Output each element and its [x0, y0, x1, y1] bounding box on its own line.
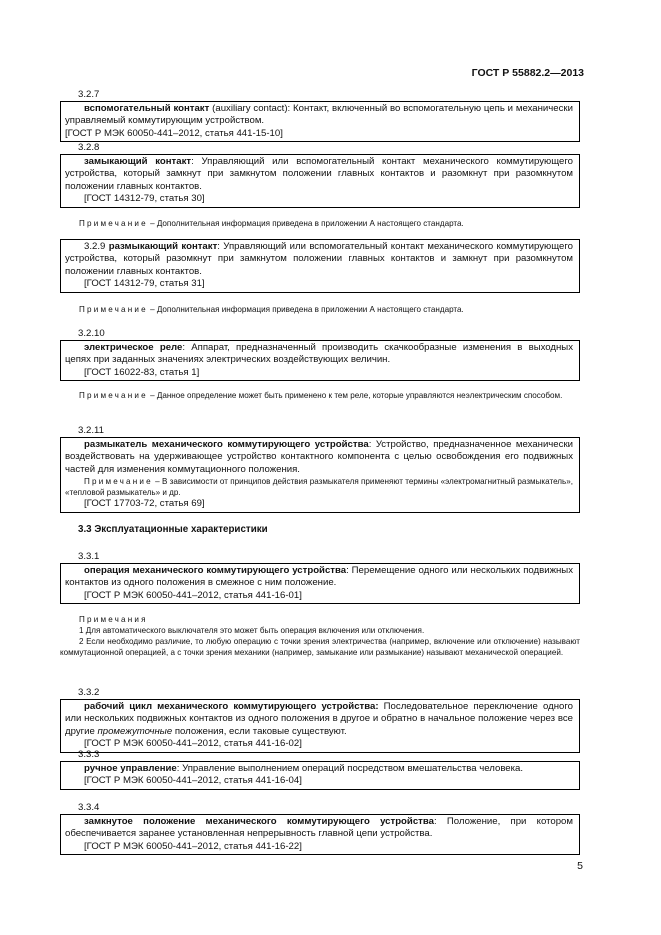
- term: замыкающий контакт: [84, 156, 192, 167]
- note-label: Примечание: [79, 219, 148, 228]
- definition: : Положение, при котором обеспечивается заранее установленная непрерывность главной цепи устройства.: [65, 816, 573, 840]
- entry-number: 3.3.4: [78, 802, 100, 813]
- note-label: Примечание: [79, 305, 148, 314]
- note-label: Примечание: [79, 391, 148, 400]
- definition: : Управление выполнением операций посредством вмешательства человека.: [176, 763, 524, 774]
- entry-number: 3.3.3: [78, 749, 100, 760]
- source-reference: [ГОСТ 16022-83, статья 1]: [84, 366, 200, 378]
- definition: Последовательное переключение одного или нескольких подвижных контактов из одного положения в другое и обратно в начальное положение через все другие: [65, 701, 573, 737]
- term: операция механического коммутирующего устройства: [84, 565, 347, 576]
- term-entry-box: [60, 814, 580, 855]
- term: рабочий цикл механического коммутирующего устройства:: [84, 701, 379, 712]
- note: [60, 218, 580, 229]
- note-label: Примечание: [84, 477, 153, 487]
- definition-emphasis: промежуточные: [97, 725, 173, 737]
- term-entry-box: [60, 563, 580, 604]
- term-entry-box: [60, 340, 580, 381]
- source-reference: [ГОСТ 17703-72, статья 69]: [84, 498, 205, 510]
- term: электрическое реле: [84, 342, 183, 353]
- definition: положения, если таковые существуют.: [172, 725, 347, 737]
- entry-number: 3.2.10: [78, 328, 105, 339]
- section-heading: 3.3 Эксплуатационные характеристики: [78, 524, 268, 535]
- note: [60, 304, 580, 315]
- term-entry-box: [60, 761, 580, 790]
- note: [60, 390, 580, 401]
- entry-number: 3.2.9: [84, 241, 106, 252]
- source-reference: [ГОСТ Р МЭК 60050-441–2012, статья 441-16-02]: [84, 738, 302, 750]
- term-entry-box: [60, 154, 580, 208]
- term-entry-box: [60, 699, 580, 753]
- term-entry-box: [60, 101, 580, 142]
- page-number: 5: [577, 860, 583, 872]
- document-header: ГОСТ Р 55882.2—2013: [471, 67, 584, 79]
- definition: : Управляющий или вспомогательный контакт механического коммутирующего устройства, который разомкнут при замкнутом положении главных контактов и замкнут при разомкнутом положении главных контактов.: [65, 241, 573, 277]
- term: ручное управление: [84, 763, 177, 774]
- note-item: 2 Если необходимо различие, то любую операцию с точки зрения электричества (например, включение или отключение) называют коммутационной операцией, а с точки зрения механики (например, замыкание или размыкание) называют механической операцией.: [60, 637, 580, 657]
- entry-number: 3.2.8: [78, 142, 100, 153]
- entry-number: 3.2.11: [78, 425, 104, 436]
- definition: : Управляющий или вспомогательный контакт механического коммутирующего устройства, который замкнут при замкнутом положении главных контактов и разомкнут при разомкнутом положении главных контактов.: [65, 156, 573, 192]
- definition: : Устройство, предназначенное механически воздействовать на удерживающее устройство контактного компонента с целью освобождения его подвижных частей для изменения коммутационного положения.: [65, 439, 573, 475]
- definition: : Аппарат, предназначенный производить скачкообразные изменения в выходных цепях при заданных значениях электрических воздействующих величин.: [65, 342, 573, 366]
- source-reference: [ГОСТ Р МЭК 60050-441–2012, статья 441-16-01]: [84, 589, 302, 601]
- term: размыкающий контакт: [108, 241, 218, 252]
- term: вспомогательный контакт: [84, 103, 210, 114]
- source-reference: [ГОСТ Р МЭК 60050-441–2012, статья 441-16-22]: [84, 840, 302, 852]
- definition: (auxiliary contact): Контакт, включенный во вспомогательную цепь и механически управляемый коммутирующим устройством.: [65, 103, 573, 127]
- definition: : Перемещение одного или нескольких подвижных контактов из одного положения в смежное с ним положение.: [65, 565, 574, 589]
- entry-number: 3.3.2: [78, 687, 100, 698]
- notes-block: [60, 614, 580, 658]
- entry-number: 3.2.7: [78, 89, 100, 100]
- term: размыкатель механического коммутирующего устройства: [84, 439, 369, 450]
- source-reference: [ГОСТ 14312-79, статья 31]: [84, 278, 205, 290]
- term-entry-box: [60, 239, 580, 293]
- note-text: – Дополнительная информация приведена в приложении А настоящего стандарта.: [147, 305, 464, 314]
- note-text: – В зависимости от принципов действия размыкателя применяют термины «электромагнитный размыкатель», «тепловой размыкатель» и др.: [65, 477, 573, 498]
- source-reference: [ГОСТ Р МЭК 60050-441–2012, статья 441-15-10]: [65, 127, 283, 139]
- term: замкнутое положение механического коммутирующего устройства: [84, 816, 434, 827]
- notes-title: Примечания: [79, 615, 148, 624]
- note-text: – Данное определение может быть применено к тем реле, которые управляются неэлектрическим способом.: [147, 391, 563, 400]
- source-reference: [ГОСТ Р МЭК 60050-441–2012, статья 441-16-04]: [84, 775, 302, 787]
- note-text: – Дополнительная информация приведена в приложении А настоящего стандарта.: [147, 219, 464, 228]
- source-reference: [ГОСТ 14312-79, статья 30]: [84, 193, 205, 205]
- entry-number: 3.3.1: [78, 551, 100, 562]
- term-entry-box: [60, 437, 580, 513]
- note-item: 1 Для автоматического выключателя это может быть операция включения или отключения.: [79, 626, 425, 635]
